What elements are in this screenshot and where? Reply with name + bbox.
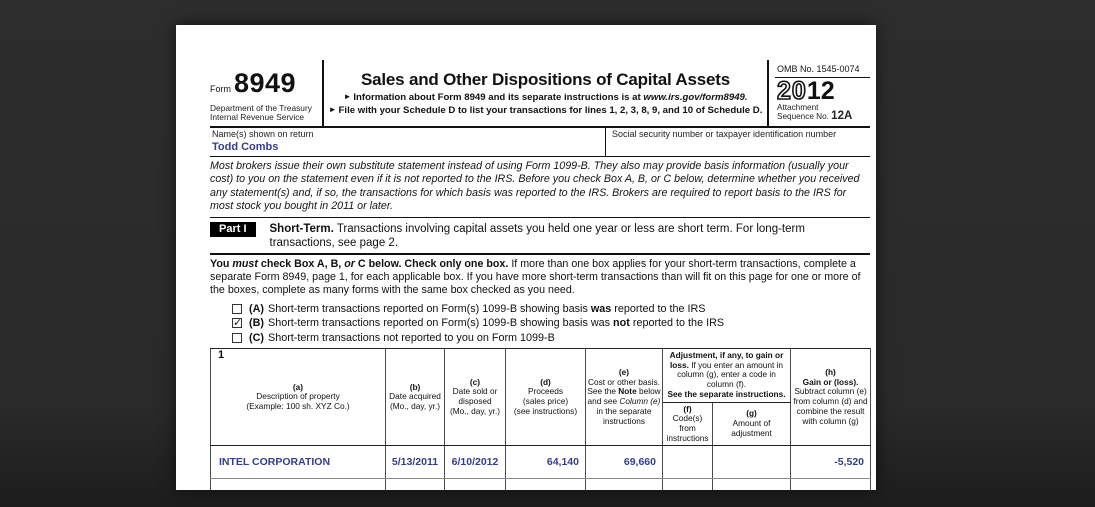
col-header-adjustment-amount (713, 402, 791, 446)
checkbox-a-post: reported to the IRS (611, 302, 706, 315)
col-header-adjustment (663, 349, 791, 403)
col-h-letter: (h) (825, 367, 836, 378)
transactions-table (210, 348, 871, 490)
instruction-line-1 (324, 92, 767, 105)
checkbox-b-label (268, 317, 724, 329)
form-content (176, 60, 876, 490)
identity-row (210, 128, 870, 157)
col-b-letter: (b) (409, 381, 421, 392)
checkbox-list (232, 301, 870, 345)
sequence-line (777, 112, 870, 121)
cell-cost-2[interactable] (586, 479, 663, 490)
cell-proceeds-2[interactable] (506, 479, 586, 490)
checkbox-c-pre: Short-term transactions not reported to you on Form 1099-B (268, 331, 555, 344)
col-b-line2: (Mo., day, yr.) (389, 401, 441, 412)
col-header-cost-basis (586, 349, 663, 446)
part1-heading-bold: Short-Term. (269, 222, 334, 235)
col-h-text (792, 378, 869, 427)
col-b-line1: Date acquired (389, 391, 441, 402)
name-value[interactable]: Todd Combs (212, 141, 279, 153)
broker-notice: Most brokers issue their own substitute statement instead of using Form 1099-B. They also may provide basis information (usually your cost) to you on the statement even if it is not reported to the IRS. Before you check Box A, B, or C below, determine whether you received any statement(s) and, if so, the transactions for which basis was reported to the IRS. Brokers are required to report basis to the IRS for most stock you bought in 2011 or later. (210, 157, 870, 218)
checkbox-row-c (232, 330, 870, 345)
tax-year-outline: 20 (777, 77, 807, 105)
box-check-instructions (210, 255, 870, 299)
col-e-letter: (e) (618, 367, 630, 378)
col-e-text (587, 378, 661, 427)
adjustment-mid: If you enter an amount in column (g), enter a code in column (f). (677, 359, 784, 390)
cell-gain-2[interactable] (791, 479, 871, 490)
form-word-label: Form (210, 83, 231, 94)
cell-adjustment-2[interactable] (713, 479, 791, 490)
cell-gain-1[interactable]: -5,520 (791, 446, 871, 479)
form-number: 8949 (234, 67, 297, 98)
cell-description-2[interactable] (211, 479, 386, 490)
cell-codes-1[interactable] (663, 446, 713, 479)
sequence-label: Sequence No. (777, 112, 832, 121)
arrow-bullet-icon: ► (328, 104, 337, 114)
part1-badge: Part I (210, 222, 256, 237)
adjustment-bold2: See the separate instructions. (667, 388, 786, 399)
irs-line: Internal Revenue Service (210, 112, 305, 123)
col-header-date-sold (445, 349, 506, 446)
col-a-line2: (Example: 100 sh. XYZ Co.) (246, 401, 350, 412)
col-c-line1: Date sold or disposed (452, 386, 498, 407)
col-d-line2: (sales price) (522, 396, 569, 407)
checkbox-c-label (268, 332, 555, 344)
omb-number: OMB No. 1545-0074 (775, 60, 870, 78)
check-instr-rest: If more than one box applies for your short-term transactions, complete a separate Form 8949, page 1, for each applicable box. If you have more short-term transactions than will fit on this page for one or more of the boxes, complete as many forms with the same box checked as you need. (210, 257, 861, 297)
checkbox-b-pre: Short-term transactions reported on Form(s) 1099-B showing basis was (268, 317, 614, 330)
checkbox-a-pre: Short-term transactions reported on Form(s) 1099-B showing basis (268, 302, 591, 315)
table-row-1 (211, 446, 871, 479)
ssn-field[interactable] (605, 128, 870, 156)
checkbox-row-b (232, 316, 870, 331)
checkbox-a-id: (A) (249, 302, 264, 315)
adjustment-bold1: Adjustment, if any, to gain or loss. (669, 350, 784, 370)
title-block (322, 60, 769, 126)
checkbox-a-emph: was (590, 302, 612, 315)
cell-adjustment-1[interactable] (713, 446, 791, 479)
sequence-number: 12A (831, 110, 853, 122)
col-d-line3: (see instructions) (513, 405, 578, 416)
col-c-line2: (Mo., day, yr.) (449, 405, 501, 416)
col-header-codes (663, 402, 713, 446)
checkbox-row-a (232, 301, 870, 316)
checkbox-a[interactable] (232, 304, 242, 314)
part1-heading-rest: Transactions involving capital assets you held one year or less are short term. For long-term transactions, see page 2. (269, 222, 805, 249)
attachment-label: Attachment (777, 103, 819, 112)
arrow-bullet-icon: ► (343, 92, 352, 101)
check-instr-i2: or (344, 257, 355, 270)
check-instr-b3: C below. Check only one box. (354, 257, 512, 270)
checkbox-c[interactable] (232, 333, 242, 343)
form-8949-sheet (176, 25, 876, 490)
checkbox-b-id: (B) (249, 317, 264, 330)
check-instr-b2: check Box A, B, (257, 257, 345, 270)
col-d-letter: (d) (540, 376, 551, 387)
col-e-pre: Cost or other basis. See the (587, 376, 660, 397)
cell-cost-1[interactable]: 69,660 (586, 446, 663, 479)
form-header (210, 60, 870, 128)
treasury-line: Department of the Treasury (210, 102, 312, 113)
checkbox-b-mark: ✓ (233, 317, 243, 330)
agency-lines (210, 104, 322, 123)
instruction-1-text: Information about Form 8949 and its separate instructions is at (353, 92, 644, 103)
tax-year (777, 79, 870, 103)
cell-codes-2[interactable] (663, 479, 713, 490)
col-e-note: Note (618, 386, 637, 397)
part1-heading (270, 222, 870, 250)
cell-date-sold-2[interactable] (445, 479, 506, 490)
attachment-sequence (777, 103, 870, 121)
col-d-line1: Proceeds (527, 386, 564, 397)
check-instr-i1: must (232, 257, 258, 270)
col-e-mid: below and see (587, 386, 661, 407)
omb-block (769, 60, 870, 126)
checkbox-c-id: (C) (249, 331, 264, 344)
name-field[interactable] (210, 128, 605, 156)
col-e-column-ref: Column (e) (619, 396, 661, 407)
col-g-letter: (g) (746, 408, 757, 419)
col-a-line1: Description of property (256, 391, 340, 402)
col-g-line1: Amount of adjustment (731, 418, 772, 438)
line-item-number: 1 (218, 349, 225, 362)
col-h-bold: Gain or (loss). (802, 376, 859, 387)
ssn-label: Social security number or taxpayer identification number (612, 129, 837, 139)
checkbox-a-label (268, 303, 706, 315)
col-header-gain-loss (791, 349, 871, 446)
form-title: Sales and Other Dispositions of Capital Assets (361, 70, 730, 89)
checkbox-b[interactable] (232, 318, 242, 328)
check-instr-b1: You (210, 257, 233, 270)
col-e-post: in the separate instructions (596, 405, 652, 426)
col-a-letter: (a) (292, 381, 304, 392)
form-number-block (210, 60, 322, 126)
instruction-2-text: File with your Schedule D to list your transactions for lines 1, 2, 3, 8, 9, and 10 of Schedule D. (338, 104, 763, 116)
table-row-2 (211, 479, 871, 490)
col-header-proceeds (506, 349, 586, 446)
col-header-description (211, 349, 386, 446)
col-f-letter: (f) (683, 403, 692, 414)
instruction-line-2 (324, 105, 767, 118)
cell-proceeds-1[interactable]: 64,140 (506, 446, 586, 479)
name-label: Name(s) shown on return (212, 129, 314, 139)
tax-year-solid: 12 (806, 77, 835, 105)
col-h-rest: Subtract column (e) from column (d) and combine the result with column (g) (793, 386, 868, 426)
irs-url[interactable]: www.irs.gov/form8949. (643, 92, 748, 103)
form-number-line (210, 67, 322, 98)
checkbox-b-emph: not (613, 317, 630, 330)
part1-row (210, 218, 870, 255)
col-header-date-acquired (386, 349, 445, 446)
cell-date-acquired-1[interactable]: 5/13/2011 (386, 446, 445, 479)
cell-date-acquired-2[interactable] (386, 479, 445, 490)
cell-date-sold-1[interactable]: 6/10/2012 (445, 446, 506, 479)
col-c-letter: (c) (469, 376, 481, 387)
col-f-line1: Code(s) from instructions (666, 413, 709, 443)
checkbox-b-post: reported to the IRS (629, 317, 725, 330)
cell-description-1[interactable]: INTEL CORPORATION (211, 446, 386, 479)
